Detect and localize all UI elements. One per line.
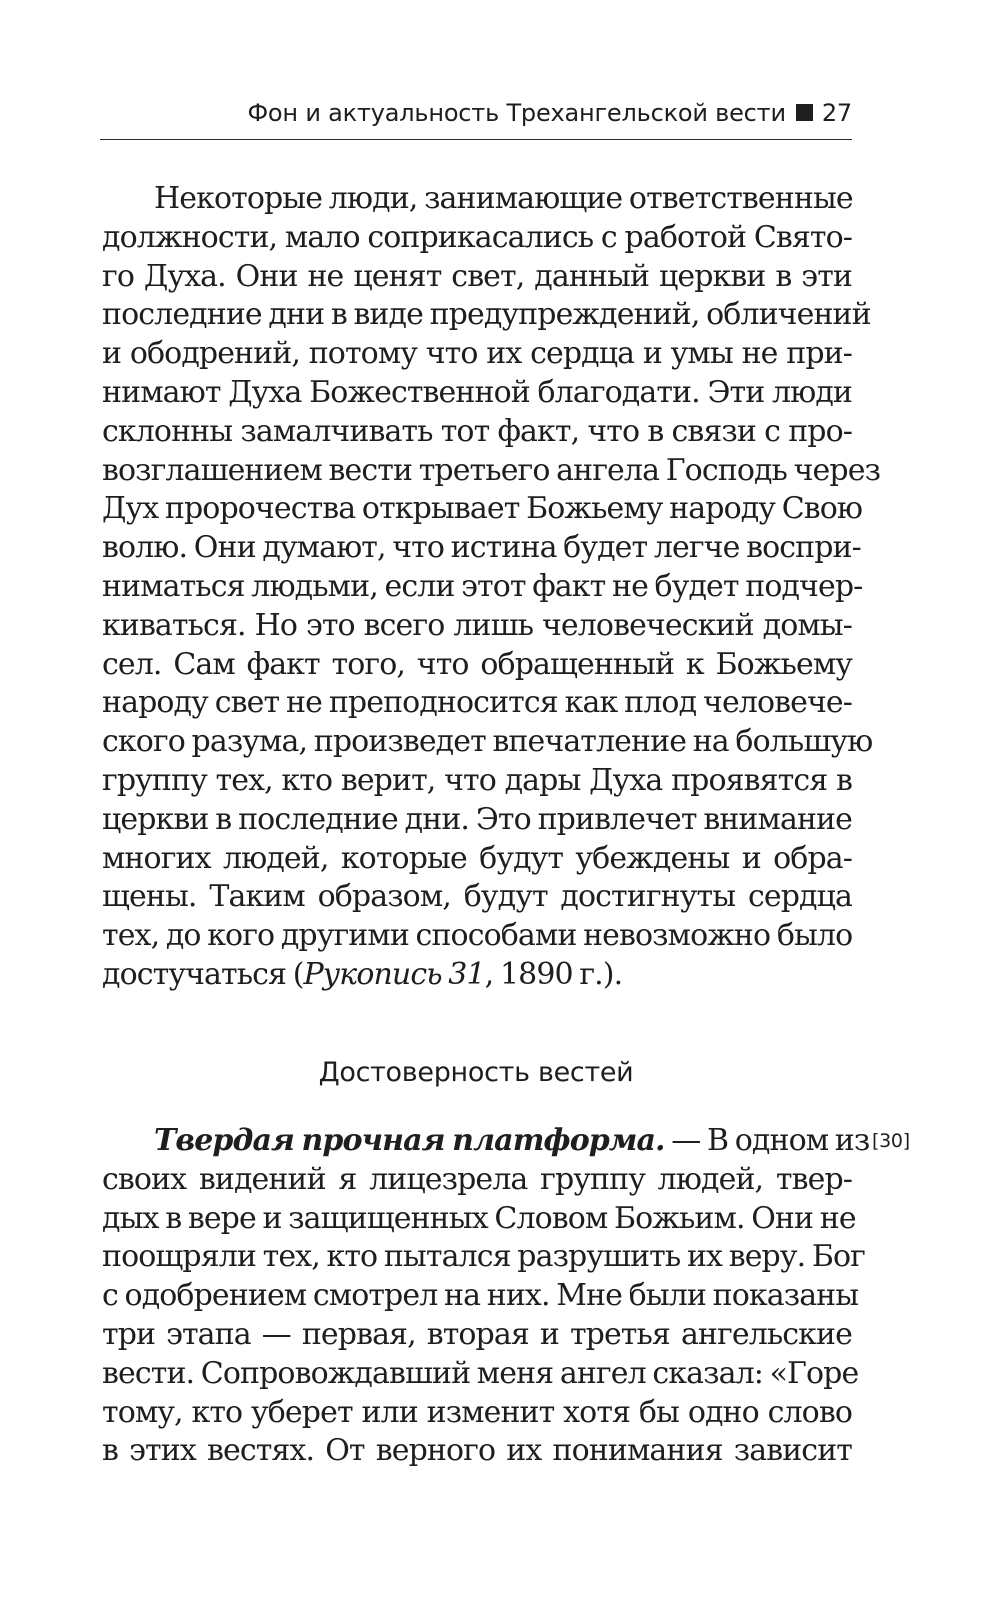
text-line: возглашением вести третьего ангела Господь через <box>102 452 881 488</box>
text-line-last <box>102 956 852 995</box>
text-line: с одобрением смотрел на них. Мне были показаны <box>102 1278 859 1314</box>
paragraph-lead: Твердая прочная платформа. <box>154 1123 665 1158</box>
text-line: последние дни в виде предупреждений, обличений <box>102 297 871 333</box>
page-number: 27 <box>821 99 852 127</box>
text-fragment: достучаться ( <box>102 956 304 992</box>
text-line: сел. Сам факт того, что обращенный к Божьему <box>102 646 852 682</box>
text-line: поощряли тех, кто пытался разрушить их веру. Бог <box>102 1239 865 1275</box>
text-line: тому, кто уберет или изменит хотя бы одно слово <box>102 1394 852 1430</box>
text-line: ниматься людьми, если этот факт не будет подчер- <box>102 568 863 604</box>
text-line: должности, мало соприкасались с работой Свято- <box>102 219 852 255</box>
text-line: народу свет не преподносится как плод человече- <box>102 685 852 721</box>
text-line: своих видений я лицезрела группу людей, твер- <box>102 1161 852 1197</box>
text-line: дых в вере и защищенных Словом Божьим. Они не <box>102 1200 856 1236</box>
text-line: волю. Они думают, что истина будет легче воспри- <box>102 530 861 566</box>
text-line-first <box>102 1122 870 1161</box>
text-line: группу тех, кто верит, что дары Духа проявятся в <box>102 762 852 798</box>
paragraph-1 <box>102 180 881 995</box>
text-line: щены. Таким образом, будут достигнуты сердца <box>102 879 852 915</box>
text-fragment: , 1890 г.). <box>484 956 623 992</box>
text-line: вести. Сопровождавший меня ангел сказал: «Горе <box>102 1355 859 1391</box>
section-heading: Достоверность вестей <box>318 1057 634 1088</box>
text-line: ского разума, произведет впечатление на большую <box>102 724 873 760</box>
text-line: Некоторые люди, занимающие ответственные <box>154 181 853 216</box>
text-line: церкви в последние дни. Это привлечет внимание <box>102 801 852 837</box>
citation: Рукопись 31 <box>303 956 485 992</box>
text-line: в этих вестях. От верного их понимания зависит <box>102 1433 852 1469</box>
margin-reference: [30] <box>872 1130 910 1152</box>
text-line: нимают Духа Божественной благодати. Эти люди <box>102 374 852 410</box>
running-head <box>100 98 852 128</box>
paragraph-2 <box>102 1122 870 1471</box>
text-line: многих людей, которые будут убеждены и обра- <box>102 840 852 876</box>
header-rule <box>100 139 852 140</box>
running-title: Фон и актуальность Трехангельской вести <box>247 99 786 127</box>
text-line: Дух пророчества открывает Божьему народу Свою <box>102 491 863 527</box>
text-line: киваться. Но это всего лишь человеческий домы- <box>102 607 852 643</box>
square-bullet-icon <box>796 104 813 121</box>
text-fragment: — В одном из <box>664 1123 870 1158</box>
text-line: склонны замалчивать тот факт, что в связи с про- <box>102 413 852 449</box>
text-line: го Духа. Они не ценят свет, данный церкви в эти <box>102 258 852 294</box>
text-line: три этапа — первая, вторая и третья ангельские <box>102 1316 852 1352</box>
text-line: тех, до кого другими способами невозможно было <box>102 918 853 954</box>
text-line: и ободрений, потому что их сердца и умы не при- <box>102 336 852 372</box>
